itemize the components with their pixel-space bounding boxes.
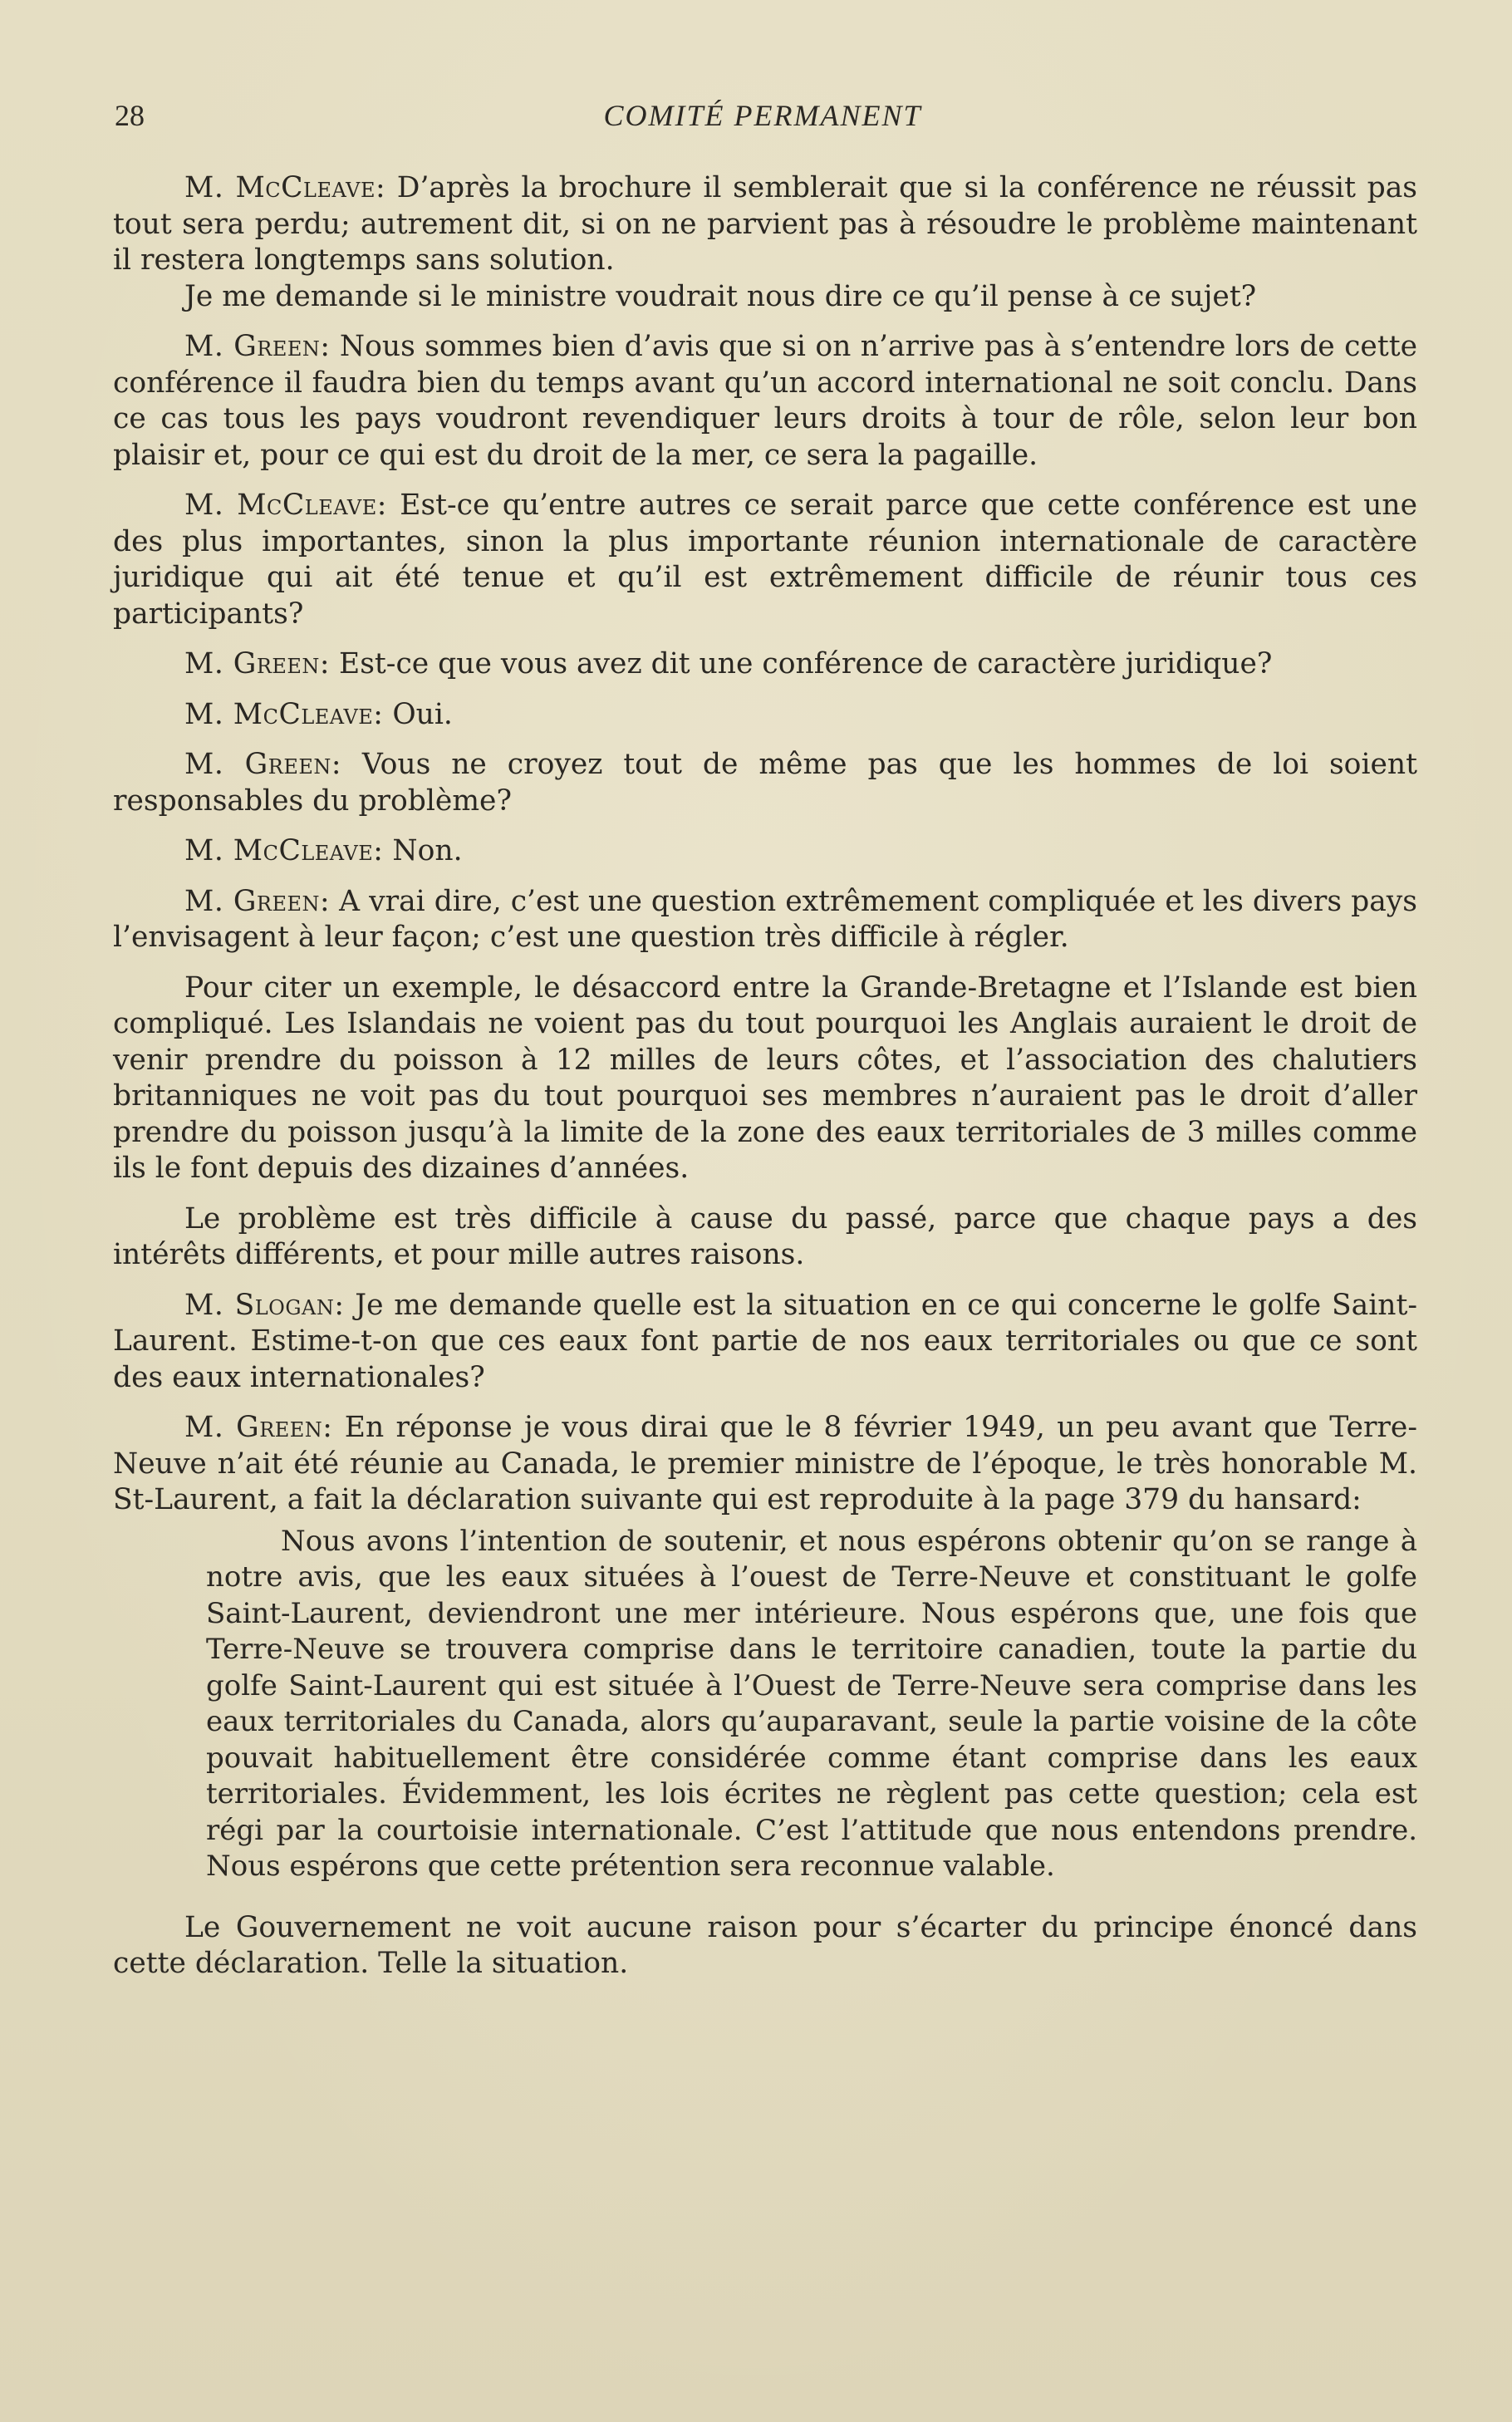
speaker-name: M. Green: <box>184 330 331 363</box>
paragraph-text: Je me demande si le ministre voudrait nous dire ce qu’il pense à ce sujet? <box>184 279 1257 313</box>
paragraph <box>113 646 1417 683</box>
paragraph-text: Est-ce que vous avez dit une conférence de caractère juridique? <box>330 647 1273 680</box>
paragraph <box>113 833 1417 870</box>
paragraph <box>113 279 1417 316</box>
paragraph-text: En réponse je vous dirai que le 8 février 1949, un peu avant que Terre-Neuve n’ait été réunie au Canada, le premier ministre de l’époque, le très honorable M. St-Laurent, a fait la déclaration suivante qui est reproduite à la page 379 du hansard: <box>113 1411 1417 1516</box>
paragraph-text: Nous sommes bien d’avis que si on n’arrive pas à s’entendre lors de cette conférence il faudra bien du temps avant qu’un accord international ne soit conclu. Dans ce cas tous les pays voudront revendiquer leurs droits à tour de rôle, selon leur bon plaisir et, pour ce qui est du droit de la mer, ce sera la pagaille. <box>113 330 1417 472</box>
paragraph <box>113 1201 1417 1274</box>
paragraph-text: Le problème est très difficile à cause du passé, parce que chaque pays a des intérêts différents, et pour mille autres raisons. <box>113 1201 1417 1271</box>
speaker-name: M. McCleave: <box>184 489 387 522</box>
speaker-name: M. Slogan: <box>184 1288 345 1322</box>
speaker-name: M. Green: <box>184 647 331 680</box>
paragraph <box>113 697 1417 734</box>
paragraph-text: Non. <box>383 834 463 867</box>
paragraph-text: Pour citer un exemple, le désaccord entre la Grande-Bretagne et l’Islande est bien compliqué. Les Islandais ne voient pas du tout pourquoi les Anglais auraient le droit de venir prendre du poisson à 12 milles de leurs côtes, et l’association des chalutiers britanniques ne voit pas du tout pourquoi ses membres n’auraient pas le droit d’aller prendre du poisson jusqu’à la limite de la zone des eaux territoriales de 3 milles comme ils le font depuis des dizaines d’années. <box>113 970 1417 1185</box>
speaker-name: M. McCleave: <box>184 171 386 204</box>
paragraph <box>113 884 1417 956</box>
speaker-name: M. Green: <box>184 884 331 918</box>
paragraph <box>113 1410 1417 1519</box>
paragraph-text: Oui. <box>383 697 453 731</box>
paragraph-text: A vrai dire, c’est une question extrêmement compliquée et les divers pays l’envisagent à leur façon; c’est une question très difficile à régler. <box>113 884 1417 954</box>
speaker-name: M. Green: <box>184 1411 333 1444</box>
closing-paragraph: Le Gouvernement ne voit aucune raison pour s’écarter du principe énoncé dans cette déclaration. Telle la situation. <box>113 1910 1417 1980</box>
paragraph <box>113 1288 1417 1397</box>
page-number: 28 <box>115 99 145 132</box>
paragraph-text: Est-ce qu’entre autres ce serait parce que cette conférence est une des plus importantes, sinon la plus importante réunion internationale de caractère juridique qui ait été tenue et qu’il est extrêmement difficile de réunir tous ces participants? <box>113 489 1417 631</box>
document-body <box>113 170 1417 1997</box>
speaker-name: M. McCleave: <box>184 834 384 867</box>
block-quote-text: Nous avons l’intention de soutenir, et nous espérons obtenir qu’on se range à notre avis, que les eaux situées à l’ouest de Terre-Neuve et constituant le golfe Saint-Laurent, deviendront une mer intérieure. Nous espérons que, une fois que Terre-Neuve se trouvera comprise dans le territoire canadien, toute la partie du golfe Saint-Laurent qui est située à l’Ouest de Terre-Neuve sera comprise dans les eaux territoriales du Canada, alors qu’auparavant, seule la partie voisine de la côte pouvait habituellement être considérée comme étant comprise dans les eaux territoriales. Évidemment, les lois écrites ne règlent pas cette question; cela est régi par la courtoisie internationale. C’est l’attitude que nous entendons prendre. Nous espérons que cette prétention sera reconnue valable. <box>206 1524 1417 1883</box>
running-head: COMITÉ PERMANENT <box>603 99 922 132</box>
paragraph <box>113 488 1417 632</box>
paragraph <box>113 747 1417 819</box>
paragraph-text: Je me demande quelle est la situation en ce qui concerne le golfe Saint-Laurent. Estime-t-on que ces eaux font partie de nos eaux territoriales ou que ce sont des eaux internationales? <box>113 1288 1417 1394</box>
paragraph <box>113 170 1417 279</box>
block-quote <box>113 1524 1417 1885</box>
page-header <box>115 98 1411 148</box>
paragraph <box>113 970 1417 1187</box>
paragraph-text: D’après la brochure il semblerait que si la conférence ne réussit pas tout sera perdu; autrement dit, si on ne parvient pas à résoudre le problème maintenant il restera longtemps sans solution. <box>113 171 1417 277</box>
speaker-name: M. McCleave: <box>184 697 384 731</box>
speaker-name: M. Green: <box>184 748 341 781</box>
paragraph <box>113 329 1417 474</box>
paragraph-text: Vous ne croyez tout de même pas que les hommes de loi soient responsables du problème? <box>113 748 1417 818</box>
